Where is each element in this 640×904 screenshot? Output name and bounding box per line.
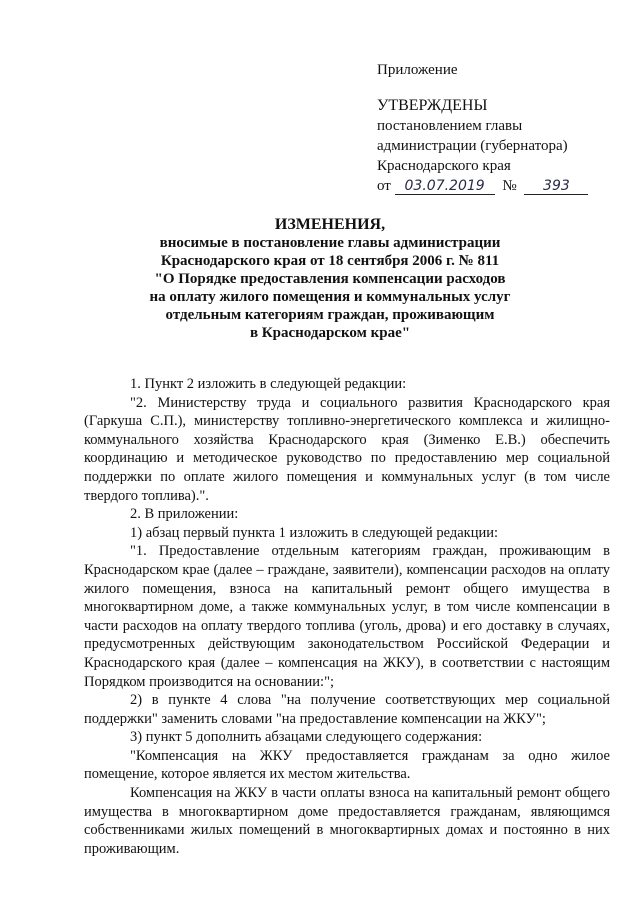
approval-line-3: Краснодарского края: [377, 158, 511, 174]
paragraph-9: Компенсация на ЖКУ в части оплаты взноса на капитальный ремонт общего имущества в многоквартирном доме предоставляется гражданам, являющимся собственниками жилых помещений в многоквартирных домах и постоянно в них проживающим.: [84, 785, 610, 857]
approved-label: УТВЕРЖДЕНЫ: [377, 97, 488, 114]
appendix-label: Приложение: [377, 62, 458, 78]
approval-line-2: администрации (губернатора): [377, 138, 568, 154]
number-label: №: [502, 178, 517, 194]
from-label: от: [377, 178, 391, 194]
document-title: [40, 216, 620, 342]
title-line-1: вносимые в постановление главы администрации: [159, 235, 501, 251]
title-line-5: отдельным категориям граждан, проживающим: [165, 307, 495, 323]
title-line-3: "О Порядке предоставления компенсации расходов: [154, 271, 506, 287]
title-line-6: в Краснодарском крае": [249, 325, 411, 341]
paragraph-7: 3) пункт 5 дополнить абзацами следующего содержания:: [130, 729, 483, 746]
approval-block: [377, 60, 617, 196]
paragraph-3: 2. В приложении:: [130, 506, 239, 523]
title-heading: ИЗМЕНЕНИЯ,: [274, 216, 386, 233]
handwritten-number: 393: [524, 178, 588, 195]
title-line-2: Краснодарского края от 18 сентября 2006 г. № 811: [160, 253, 500, 269]
approval-line-1: постановлением главы: [377, 118, 523, 134]
paragraph-1: 1. Пункт 2 изложить в следующей редакции:: [130, 376, 407, 392]
document-body: [84, 375, 610, 858]
paragraph-6: 2) в пункте 4 слова "на получение соответствующих мер социальной поддержки" заменить словами "на предоставление компенсации на ЖКУ";: [84, 692, 610, 727]
title-line-4: на оплату жилого помещения и коммунальных услуг: [149, 289, 511, 305]
handwritten-date: 03.07.2019: [395, 178, 495, 195]
paragraph-8: "Компенсация на ЖКУ предоставляется гражданам за одно жилое помещение, которое является их местом жительства.: [84, 747, 610, 783]
approval-date-line: [377, 176, 617, 196]
paragraph-4: 1) абзац первый пункта 1 изложить в следующей редакции:: [130, 524, 499, 541]
paragraph-5: "1. Предоставление отдельным категориям граждан, проживающим в Краснодарском крае (далее – граждане, заявители), компенсации расходов на оплату жилого помещения, взноса на капитальный ремонт общего имущества в многоквартирном доме, а также коммунальных услуг, в том числе компенсации в части расходов на оплату твердого топлива (уголь, дрова) и его доставку в случаях, предусмотренных действующим законодательством Российской Федерации и Краснодарского края (далее – компенсация на ЖКУ), в соответствии с настоящим Порядком производится на основании:";: [84, 543, 610, 690]
paragraph-2: "2. Министерству труда и социального развития Краснодарского края (Гаркуша С.П.), министерству топливно-энергетического комплекса и жилищно-коммунального хозяйства Краснодарского края (Зименко Е.В.) обеспечить координацию и методическое руководство по предоставлению мер социальной поддержки по оплате жилого помещения и коммунальных услуг (в том числе твердого топлива).".: [84, 394, 610, 504]
